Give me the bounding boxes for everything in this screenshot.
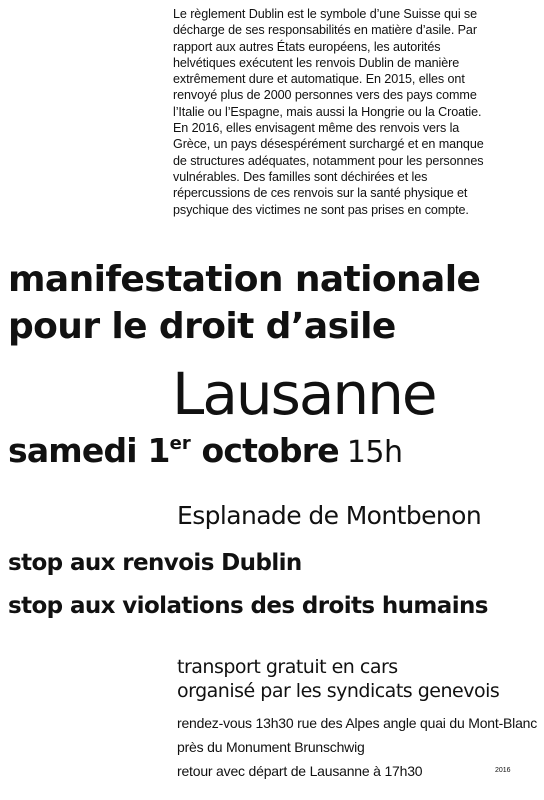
- intro-line: renvoyé plus de 2000 personnes vers des pays comme: [173, 88, 477, 103]
- intro-line: vulnérables. Des familles sont déchirées et les: [173, 169, 428, 184]
- event-location: Esplanade de Montbenon: [177, 501, 482, 530]
- date-month: octobre: [190, 431, 339, 470]
- transport-line-2: organisé par les syndicats genevois: [177, 680, 500, 702]
- year-mark: 2016: [495, 767, 511, 774]
- city-name: Lausanne: [172, 360, 436, 428]
- transport-line-1: transport gratuit en cars: [177, 656, 398, 678]
- slogan-human-rights: stop aux violations des droits humains: [8, 593, 488, 619]
- intro-line: helvétiques exécutent les renvois Dublin de manière: [173, 55, 460, 70]
- headline-line-2: pour le droit d’asile: [8, 306, 396, 347]
- intro-line: de structures adéquates, notamment pour les personnes: [173, 153, 484, 168]
- date-day: samedi 1: [8, 431, 170, 470]
- event-date: [8, 431, 403, 470]
- intro-line: l’Italie ou l’Espagne, mais aussi la Hongrie ou la Croatie.: [173, 104, 482, 119]
- intro-line: rapport aux autres États européens, les autorités: [173, 39, 441, 54]
- date-ordinal: er: [169, 433, 191, 454]
- event-time: 15h: [346, 435, 403, 470]
- intro-line: En 2016, elles envisagent même des renvois vers la: [173, 121, 460, 136]
- headline-line-1: manifestation nationale: [8, 259, 481, 300]
- intro-line: décharge de ses responsabilités en matière d’asile. Par: [173, 23, 477, 38]
- meeting-point: rendez-vous 13h30 rue des Alpes angle quai du Mont-Blanc: [177, 715, 538, 731]
- intro-line: psychique des victimes ne sont pas prises en compte.: [173, 202, 469, 217]
- intro-paragraph: [173, 6, 513, 218]
- intro-line: répercussions de ces renvois sur la santé physique et: [173, 186, 468, 201]
- intro-line: extrêmement dure et automatique. En 2015, elles ont: [173, 72, 465, 87]
- return-info: retour avec départ de Lausanne à 17h30: [177, 763, 423, 779]
- intro-line: Le règlement Dublin est le symbole d’une Suisse qui se: [173, 7, 478, 21]
- slogan-dublin: stop aux renvois Dublin: [8, 550, 302, 576]
- meeting-landmark: près du Monument Brunschwig: [177, 739, 365, 755]
- intro-line: Grèce, un pays désespérément surchargé et en manque: [173, 137, 484, 152]
